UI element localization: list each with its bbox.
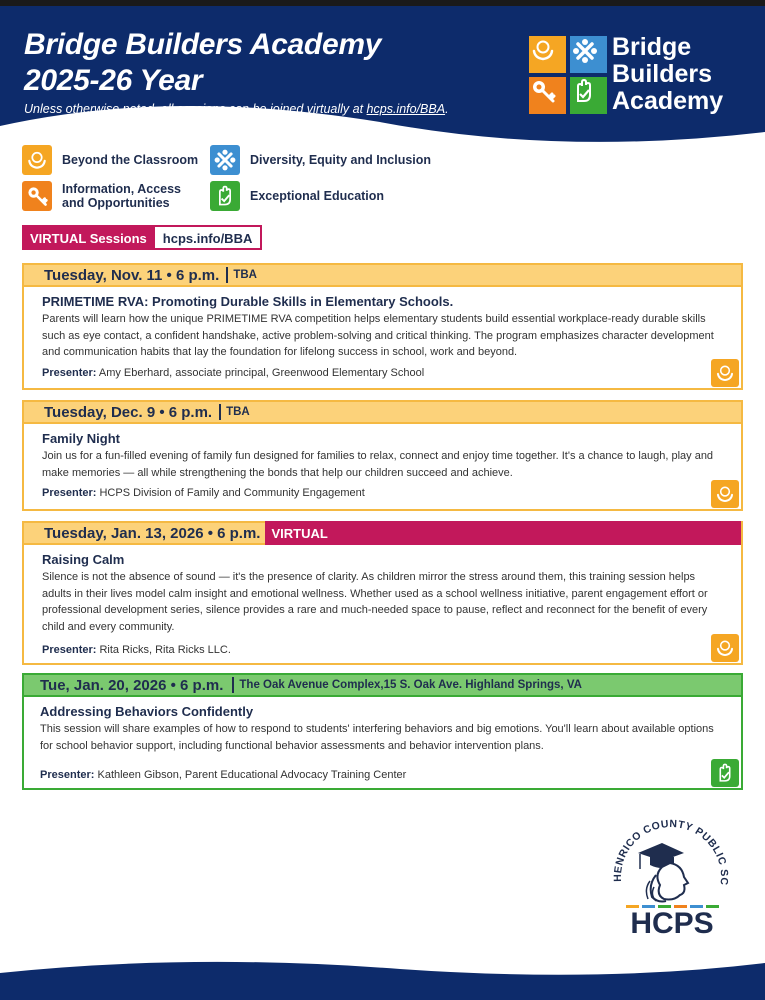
legend-label: Exceptional Education	[250, 189, 385, 203]
hcps-logo	[600, 805, 740, 940]
session-title: Addressing Behaviors Confidently	[40, 704, 254, 719]
hcps-wordmark: HCPS	[630, 907, 714, 940]
legend-label: Beyond the Classroom	[62, 153, 199, 167]
page-title-line1: Bridge Builders Academy	[24, 28, 382, 61]
legend-item-dei	[210, 145, 431, 175]
hand-check-icon	[711, 759, 739, 787]
session-description: Parents will learn how the unique PRIMETIME RVA competition helps elementary students build essential workplace-ready durable skills such as eye contact, a confident handshake, active problem-solving and critical thinking. The program emphasizes character development and communication habits that lay the foundation for lifelong success in school, work and beyond.	[42, 313, 714, 358]
legend-item-exceptional-education	[210, 181, 384, 211]
divider	[219, 404, 221, 420]
session-location: TBA	[226, 406, 250, 418]
presenter-label: Presenter:	[42, 367, 97, 379]
key-icon	[22, 181, 52, 211]
session-body	[22, 697, 743, 790]
key-icon	[529, 77, 566, 114]
bba-logo-wordmark	[612, 34, 723, 115]
logo-line1: Bridge	[612, 33, 692, 61]
session-location: TBA	[233, 269, 257, 281]
header-subtitle	[24, 102, 449, 116]
subtitle-suffix: .	[445, 102, 449, 116]
session-date: Tue, Jan. 20, 2026 • 6 p.m.	[40, 676, 224, 694]
session-title: Raising Calm	[42, 552, 125, 567]
logo-line3: Academy	[612, 87, 724, 115]
presenter-name: Rita Ricks, Rita Ricks LLC.	[99, 644, 231, 656]
bba-logo-mark	[529, 36, 607, 114]
presenter-name: HCPS Division of Family and Community Engagement	[99, 487, 365, 499]
virtual-sessions-link[interactable]: hcps.info/BBA	[155, 227, 261, 248]
session-body	[22, 545, 743, 665]
hcps-seal	[600, 805, 740, 940]
hands-globe-icon	[711, 359, 739, 387]
legend-item-beyond-classroom	[22, 145, 198, 175]
session-header	[22, 400, 743, 424]
session-title: PRIMETIME RVA: Promoting Durable Skills in Elementary Schools.	[42, 294, 454, 309]
logo-line2: Builders	[612, 60, 713, 88]
session-description: This session will share examples of how to respond to students' interfering behaviors and big emotions. You'll learn about available options for school behavior support, including functional behavior assessments and behavior intervention plans.	[40, 723, 714, 752]
presenter-name: Amy Eberhard, associate principal, Greenwood Elementary School	[98, 367, 425, 379]
session-header	[22, 673, 743, 697]
session-presenter	[42, 644, 231, 656]
session-presenter	[40, 769, 406, 781]
divider	[226, 267, 228, 283]
virtual-sessions-tag	[22, 225, 262, 250]
session-presenter	[42, 487, 365, 499]
hands-globe-icon	[711, 480, 739, 508]
session-description: Join us for a fun-filled evening of family fun designed for families to relax, connect and enjoy time together. It's a chance to laugh, play and make memories — all while strengthening the bonds that help our children succeed and achieve.	[42, 450, 714, 479]
presenter-name: Kathleen Gibson, Parent Educational Advocacy Training Center	[97, 769, 407, 781]
session-body	[22, 424, 743, 511]
people-circle-icon	[570, 36, 607, 73]
session-card	[22, 673, 743, 790]
header-banner	[0, 6, 765, 156]
subtitle-link[interactable]: hcps.info/BBA	[366, 102, 446, 116]
page-title-line2: 2025-26 Year	[24, 64, 203, 97]
session-date: Tuesday, Nov. 11 • 6 p.m.	[44, 266, 220, 284]
session-location: The Oak Avenue Complex,15 S. Oak Ave. Highland Springs, VA	[239, 679, 582, 691]
hcps-ring-text: HENRICO COUNTY PUBLIC SC	[611, 817, 731, 886]
presenter-label: Presenter:	[42, 487, 97, 499]
session-card	[22, 263, 743, 390]
presenter-label: Presenter:	[42, 644, 97, 656]
session-header	[22, 263, 743, 287]
session-card	[22, 400, 743, 511]
virtual-badge: VIRTUAL	[265, 521, 741, 545]
presenter-label: Presenter:	[40, 769, 95, 781]
legend-label: Information, Access and Opportunities	[62, 182, 182, 210]
session-header	[22, 521, 743, 545]
session-date: Tuesday, Jan. 13, 2026 • 6 p.m.	[44, 524, 261, 542]
hand-check-icon	[210, 181, 240, 211]
session-date: Tuesday, Dec. 9 • 6 p.m.	[44, 403, 213, 421]
footer-wave	[0, 955, 765, 1000]
hands-globe-icon	[711, 634, 739, 662]
virtual-sessions-label: VIRTUAL Sessions	[24, 227, 155, 248]
legend-label: Diversity, Equity and Inclusion	[250, 153, 432, 167]
session-body	[22, 287, 743, 390]
subtitle-text: Unless otherwise noted, all sessions can be joined virtually at	[24, 102, 367, 116]
session-title: Family Night	[42, 431, 121, 446]
category-legend	[22, 145, 472, 215]
hand-check-icon	[570, 77, 607, 114]
session-description: Silence is not the absence of sound — it's the presence of clarity. As children mirror the stress around them, this training session helps adults in their lives model calm insight and emotional wellness. Whether used as a school wellness initiative, parent engagement effort or professional development series, silence provides a rare and much-needed space to pause, reflect and reconnect for the benefit of every child and every community.	[42, 571, 708, 633]
hands-globe-icon	[22, 145, 52, 175]
session-presenter	[42, 367, 424, 379]
hands-globe-icon	[529, 36, 566, 73]
session-card	[22, 521, 743, 665]
legend-item-information-access	[22, 181, 192, 211]
divider	[232, 677, 234, 693]
people-circle-icon	[210, 145, 240, 175]
